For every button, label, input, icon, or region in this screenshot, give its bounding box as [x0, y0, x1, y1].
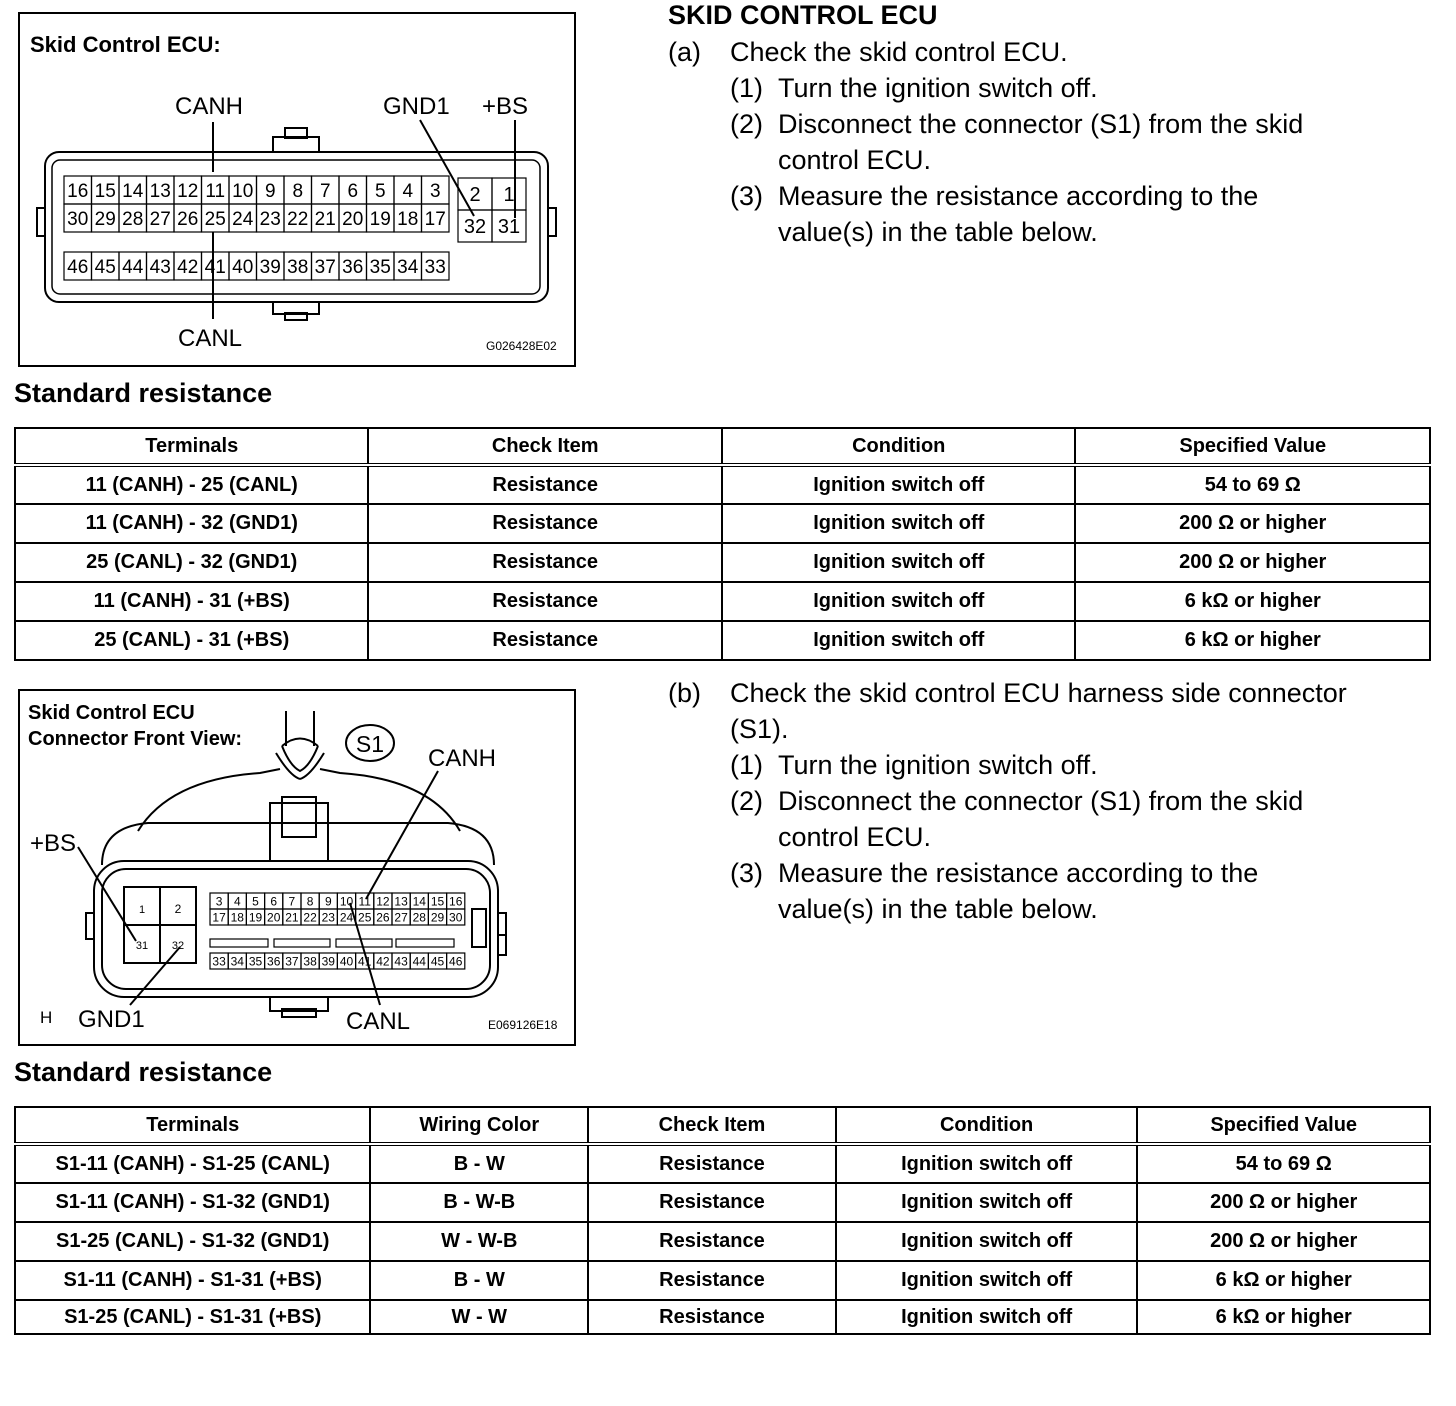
pin-number: 38 — [303, 954, 317, 969]
table-cell: 11 (CANH) - 31 (+BS) — [15, 582, 368, 621]
pin-number: 14 — [412, 894, 426, 909]
step-b1-text: Turn the ignition switch off. — [778, 750, 1098, 780]
step-a1-text: Turn the ignition switch off. — [778, 73, 1098, 103]
harness-pin-grid — [136, 893, 465, 969]
table1-heading: Standard resistance — [14, 378, 273, 408]
pin-number: 4 — [402, 180, 414, 202]
pin-number: 26 — [376, 910, 390, 925]
pin-number: 12 — [376, 894, 390, 909]
pin-number: 36 — [267, 954, 281, 969]
pin-number: 18 — [397, 208, 419, 230]
label-bs: +BS — [30, 830, 77, 857]
step-b2-line2: control ECU. — [778, 822, 932, 852]
pin-number: 13 — [394, 894, 408, 909]
connector-id-badge — [346, 725, 394, 761]
ecu-pin-grid — [64, 176, 526, 280]
step-b3-label: (3) — [730, 858, 763, 888]
harness-connector-figure — [18, 689, 576, 1046]
table-cell: 6 kΩ or higher — [1137, 1261, 1430, 1300]
table-cell: 200 Ω or higher — [1075, 543, 1430, 582]
table-cell: B - W — [370, 1261, 588, 1300]
pin-number: 4 — [233, 894, 241, 909]
pin-number: 25 — [204, 208, 226, 230]
step-b3-line2: value(s) in the table below. — [778, 894, 1098, 924]
table-cell: Ignition switch off — [722, 543, 1075, 582]
pin-number: 1 — [138, 904, 146, 916]
pin-number: 32 — [171, 940, 185, 952]
table-row — [15, 621, 1430, 660]
pin-number: 38 — [287, 256, 309, 278]
table-cell: S1-25 (CANL) - S1-31 (+BS) — [15, 1300, 370, 1334]
pin-number: 19 — [369, 208, 391, 230]
label-canl: CANL — [178, 325, 243, 352]
table-row — [15, 543, 1430, 582]
table-cell: 6 kΩ or higher — [1075, 582, 1430, 621]
table-cell: 11 (CANH) - 25 (CANL) — [15, 465, 368, 504]
pin-number: 21 — [314, 208, 336, 230]
table-cell: Resistance — [588, 1300, 836, 1334]
step-a-text: Check the skid control ECU. — [730, 37, 1068, 67]
pin-number: 13 — [149, 180, 171, 202]
label-gnd1: GND1 — [78, 1006, 145, 1033]
step-a-label: (a) — [668, 37, 701, 67]
pin-number: 5 — [252, 894, 259, 909]
pin-number: 16 — [449, 894, 463, 909]
table-cell: 25 (CANL) - 32 (GND1) — [15, 543, 368, 582]
pin-number: 27 — [394, 910, 408, 925]
ecu-connector-figure — [18, 12, 576, 367]
pin-number: 40 — [232, 256, 254, 278]
pin-number: 20 — [267, 910, 281, 925]
table2-header: Wiring Color — [370, 1107, 588, 1144]
table-cell: Ignition switch off — [836, 1144, 1138, 1183]
pin-number: 1 — [503, 184, 515, 207]
table-row — [15, 1144, 1430, 1183]
pin-number: 28 — [412, 910, 426, 925]
pin-number: 7 — [319, 180, 331, 202]
figure1-title: Skid Control ECU: — [30, 32, 221, 57]
table-row — [15, 465, 1430, 504]
step-a1-label: (1) — [730, 73, 763, 103]
pin-number: 34 — [397, 256, 419, 278]
pin-number: 17 — [424, 208, 446, 230]
pin-number: 33 — [424, 256, 446, 278]
table-cell: Resistance — [368, 582, 722, 621]
figure2-title-line1: Skid Control ECU — [28, 702, 195, 724]
step-a3-label: (3) — [730, 181, 763, 211]
step-a3-line1: Measure the resistance according to the — [778, 181, 1259, 211]
table2-header: Terminals — [15, 1107, 370, 1144]
connector-slot — [210, 939, 268, 947]
pin-number: 14 — [122, 180, 144, 202]
table-cell: Resistance — [368, 543, 722, 582]
pin-number: 10 — [339, 894, 354, 909]
pin-number: 5 — [374, 180, 386, 202]
table-cell: 200 Ω or higher — [1137, 1183, 1430, 1222]
pin-number: 19 — [248, 910, 263, 925]
pin-number: 46 — [449, 954, 463, 969]
pin-number: 46 — [67, 256, 89, 278]
pin-number: 29 — [94, 208, 116, 230]
table-cell: 6 kΩ or higher — [1137, 1300, 1430, 1334]
pin-number: 15 — [94, 180, 116, 202]
pin-number: 18 — [230, 910, 244, 925]
pin-number: 34 — [230, 954, 244, 969]
step-b2-line1: Disconnect the connector (S1) from the skid — [778, 786, 1304, 816]
step-b-line2: (S1). — [730, 714, 789, 744]
pin-number: 42 — [376, 954, 390, 969]
pin-number: 43 — [394, 954, 408, 969]
pin-number: 32 — [463, 216, 487, 239]
step-a2-line1: Disconnect the connector (S1) from the skid — [778, 109, 1304, 139]
pin-number: 33 — [212, 954, 226, 969]
connector-latch — [270, 797, 328, 861]
table-cell: Ignition switch off — [722, 465, 1075, 504]
pin-number: 29 — [430, 910, 445, 925]
table2-header: Specified Value — [1137, 1107, 1430, 1144]
table-row — [15, 582, 1430, 621]
pin-number: 31 — [497, 216, 521, 239]
pin-number: 24 — [232, 208, 254, 230]
table-cell: Resistance — [368, 504, 722, 543]
pin-number: 30 — [67, 208, 89, 230]
table-cell: S1-11 (CANH) - S1-32 (GND1) — [15, 1183, 370, 1222]
pin-number: 7 — [288, 894, 296, 909]
step-a2-label: (2) — [730, 109, 763, 139]
table-cell: W - W — [370, 1300, 588, 1334]
step-a2-line2: control ECU. — [778, 145, 932, 175]
pin-number: 30 — [449, 910, 463, 925]
table1-header: Condition — [722, 428, 1075, 465]
pin-number: 37 — [314, 256, 336, 278]
table-cell: B - W — [370, 1144, 588, 1183]
table-cell: Ignition switch off — [722, 504, 1075, 543]
table-cell: 54 to 69 Ω — [1075, 465, 1430, 504]
pin-number: 36 — [342, 256, 364, 278]
connector-slot — [336, 939, 392, 947]
step-b-line1: Check the skid control ECU harness side connector — [730, 678, 1347, 708]
step-b — [668, 675, 1448, 927]
label-gnd1: GND1 — [383, 93, 450, 120]
pin-number: 11 — [358, 894, 371, 909]
step-b1-label: (1) — [730, 750, 763, 780]
step-b3-line1: Measure the resistance according to the — [778, 858, 1259, 888]
pin-number: 24 — [339, 910, 354, 925]
section-title: SKID CONTROL ECU — [668, 0, 938, 30]
table-cell: 11 (CANH) - 32 (GND1) — [15, 504, 368, 543]
figure1-code: G026428E02 — [486, 339, 557, 353]
table2-header: Check Item — [588, 1107, 836, 1144]
pin-number: 20 — [342, 208, 364, 230]
table-cell: 200 Ω or higher — [1137, 1222, 1430, 1261]
table2-heading: Standard resistance — [14, 1057, 273, 1087]
label-canh: CANH — [175, 93, 244, 120]
pin-number: 44 — [122, 256, 144, 278]
table-cell: Resistance — [368, 465, 722, 504]
table-cell: S1-25 (CANL) - S1-32 (GND1) — [15, 1222, 370, 1261]
pin-number: 35 — [369, 256, 391, 278]
table1 — [14, 427, 1431, 661]
pin-number: 39 — [321, 954, 335, 969]
table-cell: S1-11 (CANH) - S1-31 (+BS) — [15, 1261, 370, 1300]
table-cell: 54 to 69 Ω — [1137, 1144, 1430, 1183]
step-b-label: (b) — [668, 678, 701, 708]
pin-number: 23 — [259, 208, 281, 230]
pin-number: 40 — [339, 954, 354, 969]
figure2-title-line2: Connector Front View: — [28, 728, 243, 750]
pin-number: 41 — [358, 954, 372, 969]
table-cell: Ignition switch off — [836, 1300, 1138, 1334]
pin-number: 11 — [205, 180, 226, 202]
table-cell: Ignition switch off — [836, 1222, 1138, 1261]
pin-number: 41 — [204, 256, 226, 278]
table-cell: S1-11 (CANH) - S1-25 (CANL) — [15, 1144, 370, 1183]
pin-number: 9 — [264, 180, 276, 202]
pin-number: 3 — [215, 894, 223, 909]
pin-number: 8 — [306, 894, 314, 909]
pin-number: 26 — [177, 208, 199, 230]
table2 — [14, 1106, 1431, 1335]
table-row — [15, 1300, 1430, 1334]
pin-number: 44 — [412, 954, 426, 969]
table-cell: Ignition switch off — [836, 1183, 1138, 1222]
pin-number: 12 — [177, 180, 199, 202]
table-row — [15, 504, 1430, 543]
label-canl: CANL — [346, 1008, 411, 1035]
pin-number: 17 — [212, 910, 226, 925]
table-cell: W - W-B — [370, 1222, 588, 1261]
figure2-code: E069126E18 — [488, 1018, 558, 1032]
step-b2-label: (2) — [730, 786, 763, 816]
pin-number: 45 — [94, 256, 116, 278]
table-cell: Ignition switch off — [722, 582, 1075, 621]
pin-number: 39 — [259, 256, 281, 278]
table-cell: Resistance — [588, 1144, 836, 1183]
table-cell: Resistance — [368, 621, 722, 660]
pin-number: 2 — [469, 184, 481, 207]
pin-number: 10 — [232, 180, 254, 202]
pin-number: 9 — [324, 894, 332, 909]
pin-number: 2 — [174, 902, 182, 916]
connector-slot — [396, 939, 454, 947]
label-h: H — [40, 1008, 53, 1027]
pin-number: 35 — [248, 954, 263, 969]
pin-number: 16 — [67, 180, 89, 202]
table1-header: Check Item — [368, 428, 722, 465]
table-cell: Resistance — [588, 1183, 836, 1222]
harness-connector-diagram — [20, 691, 574, 1044]
pin-number: 43 — [149, 256, 171, 278]
label-canh: CANH — [428, 745, 497, 772]
pin-number: 25 — [358, 910, 372, 925]
table-row — [15, 1261, 1430, 1300]
step-a — [668, 34, 1448, 250]
pin-number: 27 — [149, 208, 171, 230]
connector-id-label: S1 — [355, 731, 385, 757]
table1-header: Terminals — [15, 428, 368, 465]
pin-number: 42 — [177, 256, 199, 278]
table-row — [15, 1183, 1430, 1222]
pin-number: 45 — [430, 954, 445, 969]
ecu-connector-diagram — [20, 14, 574, 365]
table-cell: 25 (CANL) - 31 (+BS) — [15, 621, 368, 660]
pin-number: 21 — [285, 910, 299, 925]
step-a3-line2: value(s) in the table below. — [778, 217, 1098, 247]
table-cell: Ignition switch off — [836, 1261, 1138, 1300]
table-cell: Resistance — [588, 1261, 836, 1300]
pin-number: 28 — [122, 208, 144, 230]
table2-header: Condition — [836, 1107, 1138, 1144]
label-bs: +BS — [482, 93, 529, 120]
table-cell: Ignition switch off — [722, 621, 1075, 660]
table-cell: Resistance — [588, 1222, 836, 1261]
pin-number: 6 — [347, 180, 359, 202]
pin-number: 15 — [430, 894, 445, 909]
pin-number: 3 — [429, 180, 441, 202]
connector-slot — [274, 939, 330, 947]
pin-number: 6 — [270, 894, 278, 909]
table-cell: B - W-B — [370, 1183, 588, 1222]
table-row — [15, 1222, 1430, 1261]
pin-number: 8 — [292, 180, 304, 202]
pin-number: 22 — [303, 910, 317, 925]
pin-number: 22 — [287, 208, 309, 230]
pin-number: 37 — [285, 954, 299, 969]
table-cell: 200 Ω or higher — [1075, 504, 1430, 543]
pin-number: 23 — [321, 910, 335, 925]
table1-header: Specified Value — [1075, 428, 1430, 465]
pin-number: 31 — [135, 940, 149, 952]
table-cell: 6 kΩ or higher — [1075, 621, 1430, 660]
